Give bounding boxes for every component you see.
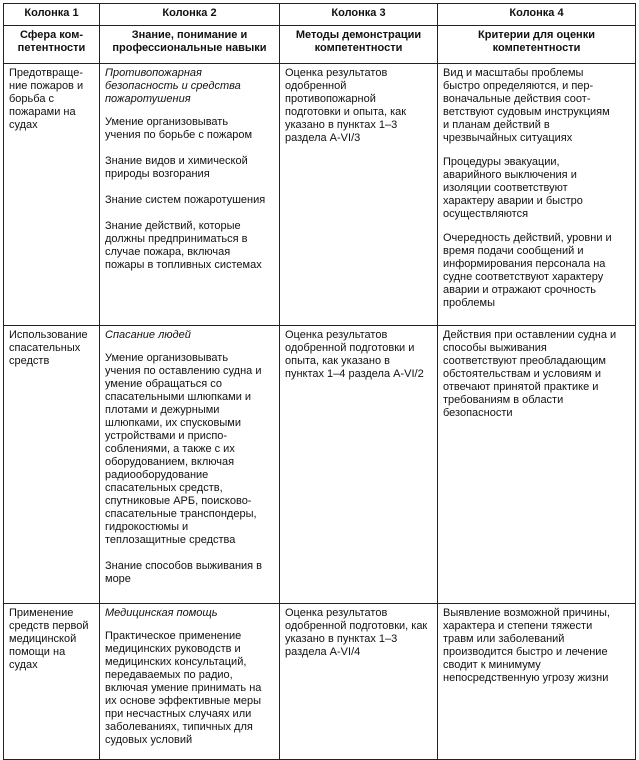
table-row (4, 326, 636, 604)
column-header-area: Сфера ком- петентности (4, 26, 100, 64)
column-number-1: Колонка 1 (4, 4, 100, 26)
knowledge-title: Противопожарная безопасность и средства пожаротушения (105, 67, 241, 105)
column-header-row (4, 26, 636, 64)
column-number-3: Колонка 3 (280, 4, 438, 26)
knowledge-cell (100, 64, 280, 326)
criteria-cell (438, 64, 636, 326)
competence-table (3, 3, 636, 760)
column-number-row (4, 4, 636, 26)
knowledge-cell (100, 604, 280, 760)
knowledge-cell (100, 326, 280, 604)
criteria-cell (438, 326, 636, 604)
knowledge-item: Практическое применение медицинских руководств и медицинских консультаций, передаваемых по радио, включая умение принимать на их основе эффективные меры при несчастных случаях или заболеваниях, типичных для судовых условий (105, 630, 262, 746)
knowledge-item: Знание способов выживания в море (105, 560, 263, 585)
competence-area-cell: Предотвраще- ние пожаров и борьба с пожарами на судах (4, 64, 100, 326)
knowledge-item: Знание видов и химической природы возгорания (105, 155, 248, 180)
criteria-item: Вид и масштабы проблемы быстро определяются, и пер- воначальные действия соот- ветствуют судовым инструкциям и планам действий в чрезвычайных ситуациях (443, 67, 610, 144)
criteria-item: Процедуры эвакуации, аварийного выключения и изоляции соответствуют характеру аварии и быстро осуществляются (443, 156, 583, 220)
column-header-criteria: Критерии для оценки компетентности (438, 26, 636, 64)
competence-area-cell: Использование спасательных средств (4, 326, 100, 604)
methods-cell: Оценка результатов одобренной подготовки, как указано в пунктах 1–3 раздела A-VI/4 (280, 604, 438, 760)
knowledge-item: Знание систем пожаротушения (105, 194, 266, 206)
knowledge-item: Знание действий, которые должны предприниматься в случае пожара, включая пожары в топливных системах (105, 220, 262, 271)
knowledge-item: Умение организовывать учения по борьбе с пожаром (105, 116, 253, 141)
knowledge-item: Умение организовывать учения по оставлению судна и умение обращаться со спасательными шлюпками и плотами и дежурными шлюпками, их спусковыми устройствами и приспо- соблениями, а также с их оборудованием, включая радиооборудование спасательных средств, спутниковые АРБ, поисково- спасательные транспондеры, гидрокостюмы и теплозащитные средства (105, 352, 262, 546)
criteria-item: Очередность действий, уровни и время подачи сообщений и информирования персонала на судне соответствуют характеру аварии и отражают срочность проблемы (443, 232, 612, 309)
criteria-item: Действия при оставлении судна и способы выживания соответствуют преобладающим обстоятельствам и условиям и отвечают принятой практике и требованиям в области безопасности (443, 329, 617, 419)
methods-cell: Оценка результатов одобренной противопожарной подготовки и опыта, как указано в пунктах 1–3 раздела A-VI/3 (280, 64, 438, 326)
criteria-cell (438, 604, 636, 760)
column-number-4: Колонка 4 (438, 4, 636, 26)
knowledge-title: Спасание людей (105, 329, 191, 341)
competence-area-cell: Применение средств первой медицинской помощи на судах (4, 604, 100, 760)
criteria-item: Выявление возможной причины, характера и степени тяжести травм или заболеваний производится быстро и лечение сводит к минимуму непосредственную угрозу жизни (443, 607, 610, 684)
knowledge-title: Медицинская помощь (105, 607, 218, 619)
column-header-methods: Методы демонстрации компетентности (280, 26, 438, 64)
table-row (4, 604, 636, 760)
table-row (4, 64, 636, 326)
column-number-2: Колонка 2 (100, 4, 280, 26)
column-header-knowledge: Знание, понимание и профессиональные навыки (100, 26, 280, 64)
methods-cell: Оценка результатов одобренной подготовки и опыта, как указано в пунктах 1–4 раздела A-VI/2 (280, 326, 438, 604)
